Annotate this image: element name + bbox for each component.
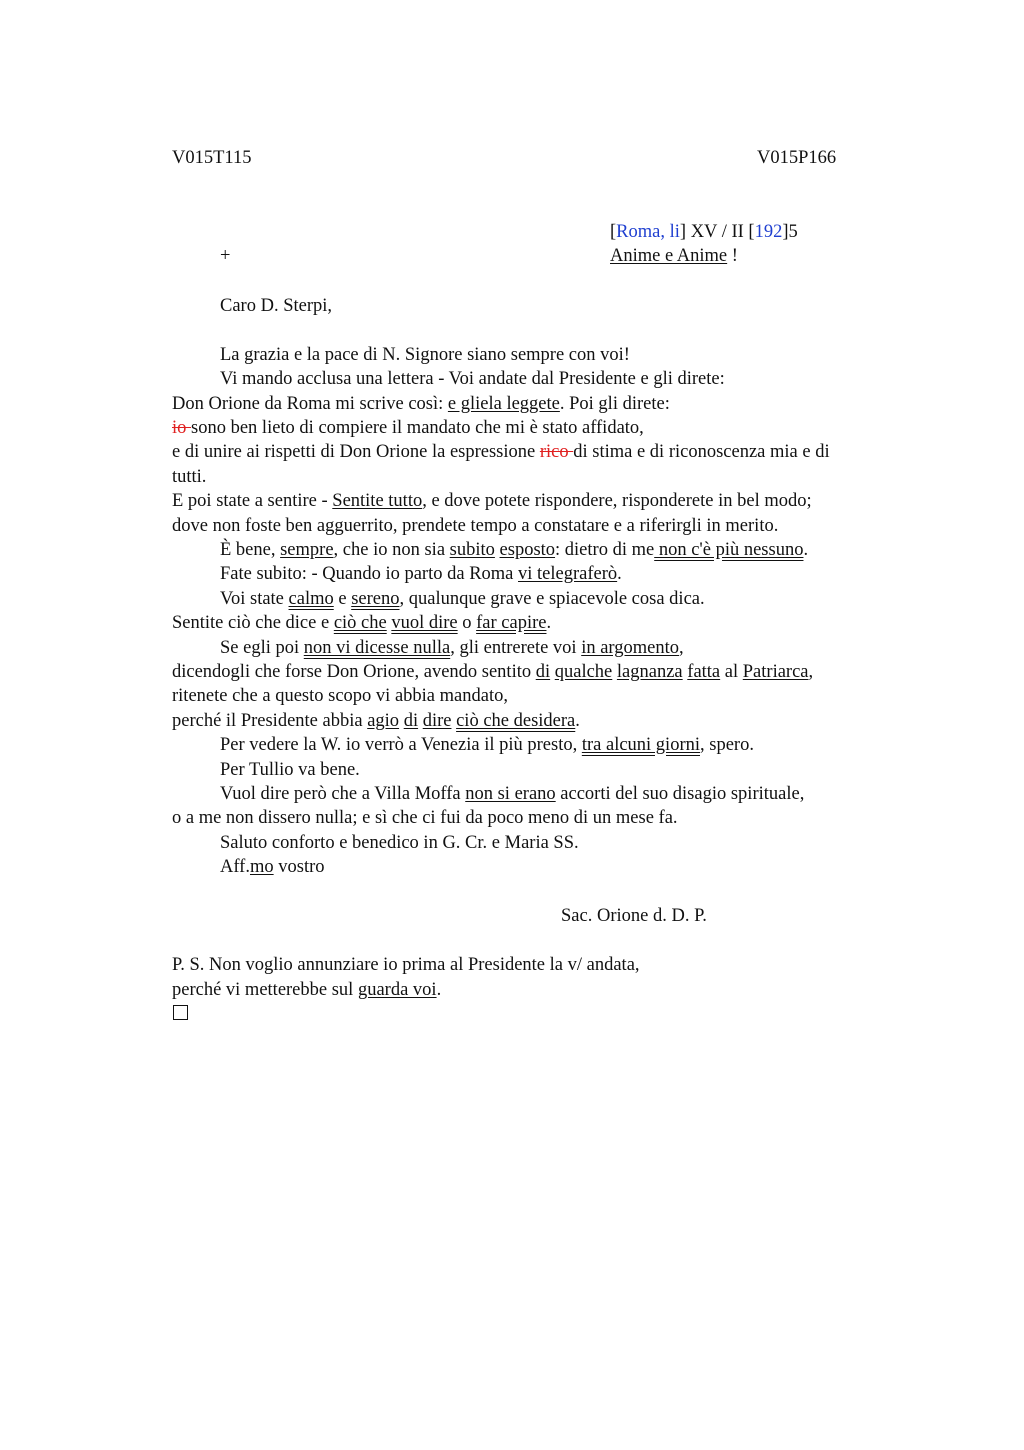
body-line: Sentite ciò che dice e ciò che vuol dire o far capire. xyxy=(172,613,552,633)
body-line: dicendogli che forse Don Orione, avendo sentito di qualche lagnanza fatta al Patriarca, xyxy=(172,662,814,682)
body-line: Voi state calmo e sereno, qualunque grave e spiacevole cosa dica. xyxy=(220,589,705,609)
body-line: io sono ben lieto di compiere il mandato che mi è stato affidato, xyxy=(172,418,644,438)
salutation: Caro D. Sterpi, xyxy=(220,296,333,316)
body-line: Se egli poi non vi dicesse nulla, gli entrerete voi in argomento, xyxy=(220,638,684,658)
dateline-place: Roma, li xyxy=(616,222,680,242)
postscript-line: perché vi metterebbe sul guarda voi. xyxy=(172,980,442,1000)
dateline-year-prefix: 192 xyxy=(754,222,783,242)
body-line: ritenete che a questo scopo vi abbia mandato, xyxy=(172,686,508,706)
motto: Anime e Anime ! xyxy=(610,246,738,266)
body-line: dove non foste ben agguerrito, prendete tempo a constatare e a riferirgli in merito. xyxy=(172,516,779,536)
body-line: E poi state a sentire - Sentite tutto, e dove potete rispondere, risponderete in bel modo; xyxy=(172,491,812,511)
body-line: Per vedere la W. io verrò a Venezia il più presto, tra alcuni giorni, spero. xyxy=(220,735,754,755)
body-line: tutti. xyxy=(172,467,207,487)
end-marker-box xyxy=(173,1005,188,1020)
body-line: perché il Presidente abbia agio di dire ciò che desidera. xyxy=(172,711,580,731)
deleted-word: io xyxy=(172,418,192,438)
body-line: Don Orione da Roma mi scrive così: e gliela leggete. Poi gli direte: xyxy=(172,394,670,414)
body-line: È bene, sempre, che io non sia subito esposto: dietro di me non c'è più nessuno. xyxy=(220,540,809,560)
body-line: Vuol dire però che a Villa Moffa non si erano accorti del suo disagio spirituale, xyxy=(220,784,805,804)
body-line: Per Tullio va bene. xyxy=(220,760,360,780)
deleted-word: rico xyxy=(539,442,574,462)
header-right-code: V015P166 xyxy=(757,148,837,168)
header-left-code: V015T115 xyxy=(172,148,252,168)
postscript-line: P. S. Non voglio annunziare io prima al Presidente la v/ andata, xyxy=(172,955,640,975)
signature: Sac. Orione d. D. P. xyxy=(561,906,707,926)
body-line: o a me non dissero nulla; e sì che ci fui da poco meno di un mese fa. xyxy=(172,808,678,828)
body-line: e di unire ai rispetti di Don Orione la espressione rico di stima e di riconoscenza mia e di xyxy=(172,442,830,462)
body-line: Vi mando acclusa una lettera - Voi andate dal Presidente e gli direte: xyxy=(220,369,725,389)
body-line: La grazia e la pace di N. Signore siano sempre con voi! xyxy=(220,345,630,365)
body-line: Fate subito: - Quando io parto da Roma vi telegraferò. xyxy=(220,564,622,584)
body-line: Saluto conforto e benedico in G. Cr. e Maria SS. xyxy=(220,833,579,853)
closing: Aff.mo vostro xyxy=(220,857,325,877)
dateline: [Roma, li] XV / II [192]5 xyxy=(610,222,798,242)
cross-symbol: + xyxy=(220,246,231,266)
